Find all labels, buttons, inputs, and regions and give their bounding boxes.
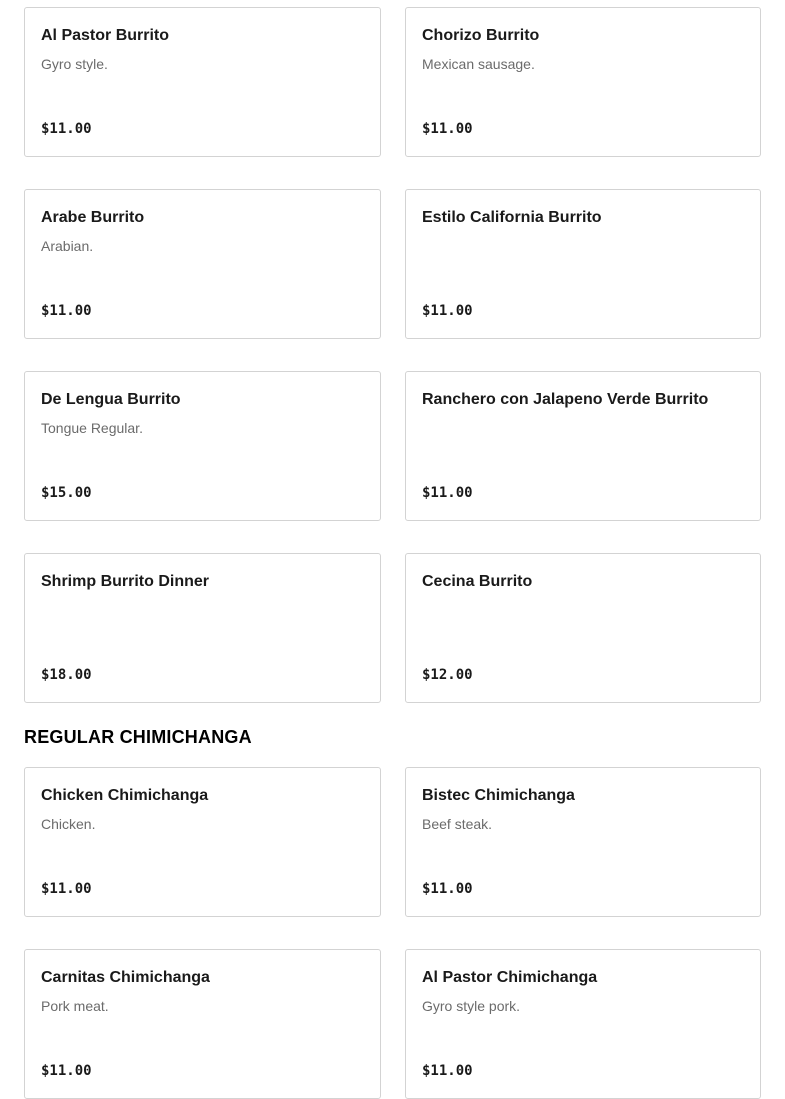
menu-item-price: $11.00 (422, 881, 473, 897)
menu-item-card[interactable] (24, 7, 381, 157)
menu-item-card[interactable] (24, 189, 381, 339)
menu-item-description: Gyro style pork. (422, 998, 521, 1014)
menu-item-price: $11.00 (41, 303, 92, 319)
menu-item-card[interactable] (405, 371, 761, 521)
menu-item-name: Al Pastor Burrito (41, 27, 170, 44)
menu-item-price: $11.00 (422, 1063, 473, 1079)
menu-item-name: Cecina Burrito (422, 573, 533, 590)
menu-item-name: Arabe Burrito (41, 209, 145, 226)
menu-item-card[interactable] (405, 767, 761, 917)
section-heading: REGULAR CHIMICHANGA (24, 727, 252, 747)
menu-item-price: $18.00 (41, 667, 92, 683)
menu-item-name: Chicken Chimichanga (41, 787, 209, 804)
menu-item-description: Gyro style. (41, 56, 108, 72)
menu-item-name: Estilo California Burrito (422, 209, 602, 226)
menu-item-description: Arabian. (41, 238, 94, 254)
menu-item-name: Carnitas Chimichanga (41, 969, 210, 986)
menu-item-card[interactable] (405, 949, 761, 1099)
menu-item-description: Chicken. (41, 816, 96, 832)
menu-item-price: $12.00 (422, 667, 473, 683)
menu-item-description: Beef steak. (422, 816, 493, 832)
menu-item-price: $11.00 (422, 303, 473, 319)
menu-item-card[interactable] (24, 949, 381, 1099)
menu-item-price: $15.00 (41, 485, 92, 501)
menu-item-price: $11.00 (41, 881, 92, 897)
menu-item-price: $11.00 (41, 121, 92, 137)
menu-item-name: Ranchero con Jalapeno Verde Burrito (422, 391, 709, 408)
menu-item-card[interactable] (24, 553, 381, 703)
menu-item-card[interactable] (405, 189, 761, 339)
menu-item-card[interactable] (24, 371, 381, 521)
menu-item-name: Bistec Chimichanga (422, 787, 575, 804)
menu-item-name: Al Pastor Chimichanga (422, 969, 598, 986)
menu-item-card[interactable] (405, 553, 761, 703)
menu-item-card[interactable] (24, 767, 381, 917)
menu-item-name: Shrimp Burrito Dinner (41, 573, 210, 590)
menu-item-card[interactable] (405, 7, 761, 157)
menu-item-name: Chorizo Burrito (422, 27, 540, 44)
menu-item-price: $11.00 (422, 485, 473, 501)
menu-item-price: $11.00 (41, 1063, 92, 1079)
menu-item-price: $11.00 (422, 121, 473, 137)
menu-item-name: De Lengua Burrito (41, 391, 181, 408)
menu-item-description: Pork meat. (41, 998, 109, 1014)
menu-item-description: Tongue Regular. (41, 420, 143, 436)
menu-item-description: Mexican sausage. (422, 56, 535, 72)
